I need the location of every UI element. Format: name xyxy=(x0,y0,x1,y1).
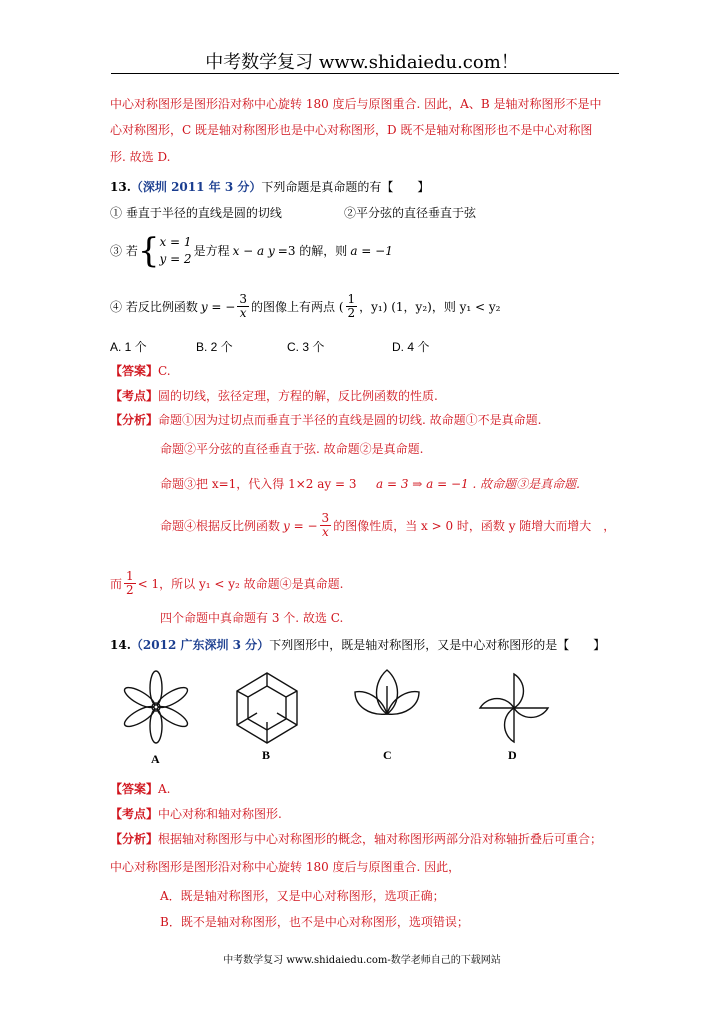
page-footer: 中考数学复习 www.shidaiedu.com-数学老师自己的下载网站 xyxy=(223,955,501,966)
figure-label-d: D xyxy=(508,748,517,762)
q13-fenxi-3a: 命题③把 x=1，代入得 1×2 ay = 3 xyxy=(160,477,357,491)
q13-fenxi-4-prefix: 命题④根据反比例函数 xyxy=(160,518,281,533)
q13-p4-pnum: 1 xyxy=(347,292,356,306)
q13-p4-num: 3 xyxy=(239,292,247,306)
page-header: 中考数学复习 www.shidaiedu.com！ xyxy=(205,52,519,73)
q14-answer xyxy=(110,782,171,796)
q13-fenxi-2: 命题②平分弦的直径垂直于弦. 故命题②是真命题. xyxy=(160,442,424,456)
q13-p3-expr: x − a y xyxy=(232,244,275,258)
q13-answer-label: 【答案】 xyxy=(110,364,159,378)
figure-d-pinwheel xyxy=(480,674,548,742)
q13-answer xyxy=(110,364,171,378)
q13-fenxi-4-den: x xyxy=(321,525,329,539)
q13-p3-system xyxy=(159,234,191,268)
q13-proposition-4 xyxy=(110,293,501,320)
q13-p3-prefix: ③ 若 xyxy=(110,244,138,258)
q13-kaodian-label: 【考点】 xyxy=(110,389,159,403)
q14-figures xyxy=(110,664,570,776)
q13-fenxi-3b: a = 3 ⇒ a = −1 . 故命题③是真命题. xyxy=(376,477,580,491)
q13-kaodian xyxy=(110,389,438,403)
q13-fenxi-4-y: y = − xyxy=(283,518,318,533)
q13-p3-mid: 是方程 xyxy=(193,244,230,258)
q13-p4-mid: 的图像上有两点 ( xyxy=(251,299,344,314)
q13-p4-tail: ，y₁) (1，y₂)，则 y₁ < y₂ xyxy=(359,299,501,314)
q13-fenxi-4-fraction xyxy=(320,512,332,539)
q13-fenxi-5-fraction xyxy=(124,570,136,597)
q13-number: 13. xyxy=(110,180,131,194)
q13-option-c: C. 3 个 xyxy=(287,340,325,354)
q13-option-d: D. 4 个 xyxy=(392,340,430,354)
figure-c-lotus xyxy=(355,670,419,714)
q13-fenxi-5-tail: < 1，所以 y₁ < y₂ 故命题④是真命题. xyxy=(137,576,344,591)
prev-analysis-line-2: 心对称图形，C 既是轴对称图形也是中心对称图形，D 既不是轴对称图形也不是中心对称图 xyxy=(110,123,593,137)
q13-option-b: B. 2 个 xyxy=(196,340,233,354)
q14-fenxi-label: 【分析】 xyxy=(110,832,159,846)
q13-p4-pden: 2 xyxy=(347,306,356,320)
q14-title xyxy=(110,638,605,652)
q13-fenxi-5-num: 1 xyxy=(126,569,134,583)
q13-p4-point-fraction xyxy=(346,293,358,320)
q13-proposition-3 xyxy=(110,231,393,271)
q14-kaodian xyxy=(110,807,282,821)
figure-b-hexagon xyxy=(237,673,297,743)
q13-kaodian-text: 圆的切线，弦径定理，方程的解，反比例函数的性质. xyxy=(158,389,438,403)
figure-label-b: B xyxy=(262,748,271,762)
q13-p3-a: a = −1 xyxy=(350,244,393,258)
q13-fenxi-4 xyxy=(160,512,615,539)
figure-label-a: A xyxy=(151,752,160,766)
figure-a-flower xyxy=(122,671,190,743)
q14-kaodian-text: 中心对称和轴对称图形. xyxy=(158,807,282,821)
q14-kaodian-label: 【考点】 xyxy=(110,807,159,821)
q13-title xyxy=(110,180,429,194)
q13-proposition-1: ① 垂直于半径的直线是圆的切线 xyxy=(110,206,282,220)
q13-fenxi-4-num: 3 xyxy=(321,511,330,525)
q13-p4-y: y = − xyxy=(200,299,236,314)
q13-p4-den: x xyxy=(239,306,247,320)
q13-proposition-2: ②平分弦的直径垂直于弦 xyxy=(344,206,477,220)
q13-p3-eq2: y = 2 xyxy=(159,252,192,266)
q14-fenxi-4: B．既不是轴对称图形，也不是中心对称图形，选项错误； xyxy=(160,915,469,929)
q13-fenxi-1 xyxy=(110,413,541,427)
q13-source: （深圳 2011 年 3 分） xyxy=(130,180,262,194)
q14-answer-label: 【答案】 xyxy=(110,782,159,796)
q14-fenxi-2: 中心对称图形是图形沿对称中心旋转 180 度后与原图重合. 因此， xyxy=(110,860,461,874)
q13-p4-fraction xyxy=(237,293,249,320)
q13-fenxi-label: 【分析】 xyxy=(110,413,159,427)
figure-label-c: C xyxy=(383,748,392,762)
q13-fenxi-1-text: 命题①因为过切点而垂直于半径的直线是圆的切线. 故命题①不是真命题. xyxy=(158,413,542,427)
q14-answer-value: A. xyxy=(158,782,171,796)
q13-fenxi-5-prefix: 而 xyxy=(110,576,123,591)
prev-analysis-line-3: 形. 故选 D. xyxy=(110,150,171,164)
q14-number: 14. xyxy=(110,638,131,652)
header-rule xyxy=(111,73,619,74)
q14-fenxi-1 xyxy=(110,832,602,846)
q13-fenxi-5-den: 2 xyxy=(126,583,134,597)
prev-analysis-line-1: 中心对称图形是图形沿对称中心旋转 180 度后与原图重合. 因此，A、B 是轴对称图形不是中 xyxy=(110,97,602,111)
q13-fenxi-4-tail: 的图像性质，当 x > 0 时，函数 y 随增大而增大 ， xyxy=(333,518,616,533)
brace-symbol: { xyxy=(137,231,160,271)
q13-stem: 下列命题是真命题的有【 】 xyxy=(261,180,430,194)
q13-p3-eq1: x = 1 xyxy=(159,235,192,249)
q13-p4-prefix: ④ 若反比例函数 xyxy=(110,299,198,314)
q13-fenxi-5 xyxy=(110,570,343,597)
q14-fenxi-3: A．既是轴对称图形，又是中心对称图形，选项正确； xyxy=(160,889,445,903)
q13-fenxi-6: 四个命题中真命题有 3 个. 故选 C. xyxy=(160,611,344,625)
q14-fenxi-1-text: 根据轴对称图形与中心对称图形的概念，轴对称图形两部分沿对称轴折叠后可重合； xyxy=(158,832,603,846)
q14-source: （2012 广东深圳 3 分） xyxy=(130,638,270,652)
q13-option-a: A. 1 个 xyxy=(110,340,147,354)
q14-stem: 下列图形中，既是轴对称图形，又是中心对称图形的是【 】 xyxy=(269,638,606,652)
q13-p3-tail: =3 的解，则 xyxy=(277,244,348,258)
q13-answer-value: C. xyxy=(158,364,171,378)
